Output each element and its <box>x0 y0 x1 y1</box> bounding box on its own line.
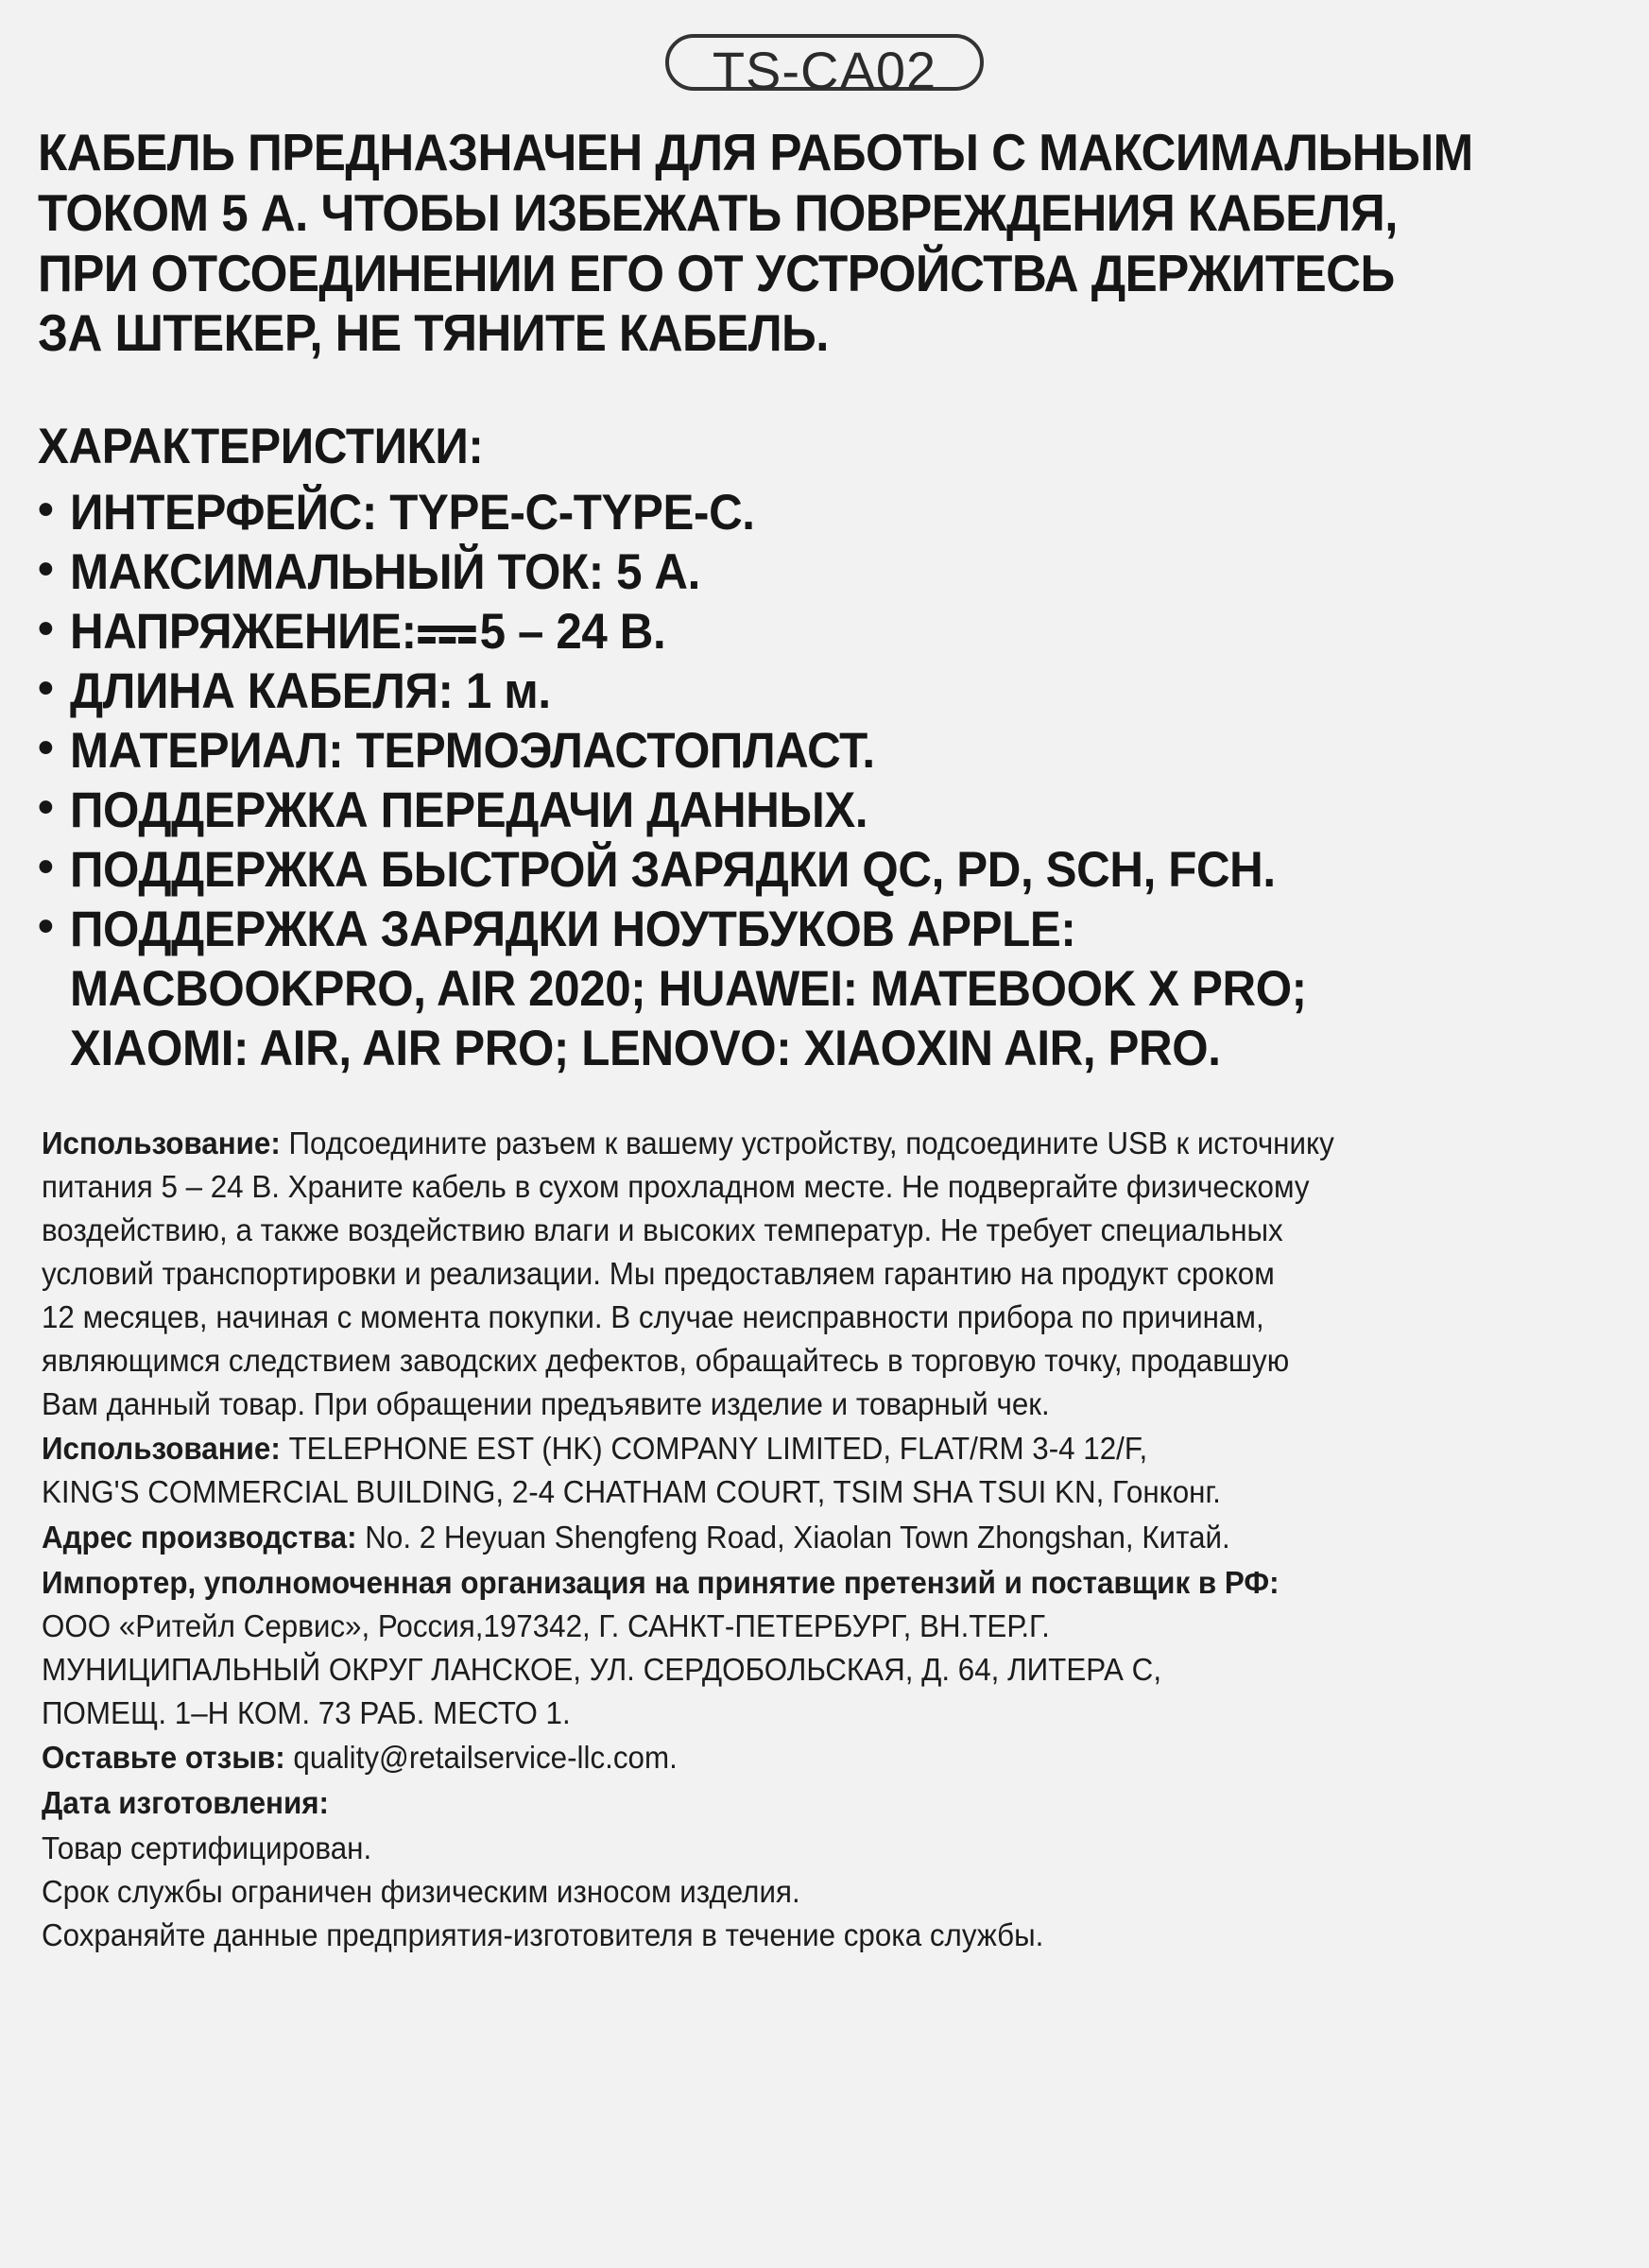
manufacturer-text: TELEPHONE EST (HK) COMPANY LIMITED, FLAT/RM 3-4 12/F, <box>288 1431 1148 1467</box>
usage-text-line: питания 5 – 24 В. Храните кабель в сухом прохладном месте. Не подвергайте физическому <box>42 1169 1310 1205</box>
usage-text-line: воздействию, а также воздействию влаги и высоких температур. Не требует специальных <box>42 1212 1283 1248</box>
bullet-icon: • <box>38 782 54 833</box>
spec-item-label: МАТЕРИАЛ: ТЕРМОЭЛАСТОПЛАСТ. <box>70 723 875 780</box>
closing-line: Сохраняйте данные предприятия-изготовителя в течение срока службы. <box>42 1916 1044 1952</box>
usage-text-line: являющимся следствием заводских дефектов, обращайтесь в торговую точку, продавшую <box>42 1342 1290 1378</box>
warning-line: КАБЕЛЬ ПРЕДНАЗНАЧЕН ДЛЯ РАБОТЫ С МАКСИМАЛЬНЫМ <box>38 123 1473 181</box>
closing-paragraph <box>42 1827 1538 1957</box>
feedback-email[interactable]: quality@retailservice-llc.com. <box>293 1740 678 1776</box>
bullet-icon: • <box>38 662 54 713</box>
manufacturer-paragraph <box>42 1427 1538 1514</box>
bullet-icon: • <box>38 842 54 893</box>
spec-item-voltage-text <box>70 602 665 662</box>
feedback-paragraph <box>42 1736 1538 1779</box>
bullet-icon: • <box>38 723 54 774</box>
bullet-icon: • <box>38 902 54 953</box>
manufacture-date-paragraph <box>42 1781 1538 1825</box>
spec-item-data-transfer <box>38 781 1617 840</box>
feedback-label: Оставьте отзыв: <box>42 1740 285 1776</box>
warning-line: ПРИ ОТСОЕДИНЕНИИ ЕГО ОТ УСТРОЙСТВА ДЕРЖИТЕСЬ <box>38 243 1395 302</box>
spec-item-value: 5 – 24 В. <box>479 603 666 660</box>
spec-item-label: ПОДДЕРЖКА ЗАРЯДКИ НОУТБУКОВ APPLE: <box>70 902 1076 958</box>
importer-address-line: ПОМЕЩ. 1–Н КОМ. 73 РАБ. МЕСТО 1. <box>42 1694 571 1730</box>
spec-item-label: НАПРЯЖЕНИЕ: <box>70 603 417 660</box>
usage-first-line <box>42 1122 1538 1165</box>
spec-item-label: МАКСИМАЛЬНЫЙ ТОК: 5 А. <box>70 543 700 600</box>
importer-address-line: МУНИЦИПАЛЬНЫЙ ОКРУГ ЛАНСКОЕ, УЛ. СЕРДОБОЛЬСКАЯ, Д. 64, ЛИТЕРА С, <box>42 1651 1162 1687</box>
closing-line: Товар сертифицирован. <box>42 1830 372 1866</box>
spec-item-material <box>38 721 1617 781</box>
bullet-icon: • <box>38 543 54 594</box>
production-address-paragraph <box>42 1516 1538 1559</box>
specifications-heading: ХАРАКТЕРИСТИКИ: <box>38 419 484 475</box>
bullet-icon: • <box>38 603 54 654</box>
usage-text-line: 12 месяцев, начиная с момента покупки. В случае неисправности прибора по причинам, <box>42 1298 1264 1334</box>
spec-item-interface <box>38 483 1617 542</box>
spec-item-cable-length <box>38 662 1617 721</box>
production-address-line <box>42 1516 1538 1559</box>
spec-item-laptop-models-line: XIAOMI: AIR, AIR PRO; LENOVO: XIAOXIN AIR, PRO. <box>70 1021 1221 1077</box>
production-address-label: Адрес производства: <box>42 1520 357 1555</box>
spec-item-label: ПОДДЕРЖКА БЫСТРОЙ ЗАРЯДКИ QC, PD, SCH, FCH. <box>70 842 1276 899</box>
manufacturer-first-line <box>42 1427 1538 1470</box>
warning-block <box>38 123 1617 364</box>
dc-voltage-icon <box>419 617 476 652</box>
usage-text: Подсоедините разъем к вашему устройству, подсоедините USB к источнику <box>288 1125 1334 1161</box>
fineprint-block <box>42 1122 1617 1956</box>
spec-item-laptop-models-line: MACBOOKPRO, AIR 2020; HUAWEI: MATEBOOK X PRO; <box>70 961 1307 1018</box>
closing-line: Срок службы ограничен физическим износом изделия. <box>42 1874 800 1910</box>
warning-line: ТОКОМ 5 А. ЧТОБЫ ИЗБЕЖАТЬ ПОВРЕЖДЕНИЯ КАБЕЛЯ, <box>38 182 1398 242</box>
specifications-block <box>38 417 1617 1078</box>
model-badge-row <box>32 0 1617 100</box>
importer-label: Импортер, уполномоченная организация на принятие претензий и поставщик в РФ: <box>42 1565 1280 1600</box>
importer-address-line: ООО «Ритейл Сервис», Россия,197342, Г. САНКТ-ПЕТЕРБУРГ, ВН.ТЕР.Г. <box>42 1607 1050 1643</box>
feedback-line <box>42 1736 1538 1779</box>
manufacturer-text-line: KING'S COMMERCIAL BUILDING, 2-4 CHATHAM COURT, TSIM SHA TSUI KN, Гонконг. <box>42 1474 1221 1510</box>
spec-item-voltage <box>38 602 1617 662</box>
manufacturer-label: Использование: <box>42 1431 281 1467</box>
manufacture-date-label: Дата изготовления: <box>42 1785 329 1821</box>
model-badge: TS-CA02 <box>665 34 984 91</box>
usage-label: Использование: <box>42 1125 281 1161</box>
usage-text-line: условий транспортировки и реализации. Мы предоставляем гарантию на продукт сроком <box>42 1255 1275 1291</box>
bullet-icon: • <box>38 484 54 535</box>
importer-paragraph <box>42 1561 1538 1734</box>
spec-item-label: ПОДДЕРЖКА ПЕРЕДАЧИ ДАННЫХ. <box>70 782 868 839</box>
spec-item-fast-charging <box>38 840 1617 900</box>
usage-text-line: Вам данный товар. При обращении предъявите изделие и товарный чек. <box>42 1385 1050 1421</box>
warning-line: ЗА ШТЕКЕР, НЕ ТЯНИТЕ КАБЕЛЬ. <box>38 303 829 363</box>
spec-item-laptop-charging <box>38 900 1617 959</box>
usage-paragraph <box>42 1122 1538 1425</box>
spec-item-label: ИНТЕРФЕЙС: TYPE-C-TYPE-C. <box>70 484 755 541</box>
spec-item-label: ДЛИНА КАБЕЛЯ: 1 м. <box>70 662 551 719</box>
production-address-value: No. 2 Heyuan Shengfeng Road, Xiaolan Town Zhongshan, Китай. <box>365 1520 1230 1555</box>
spec-item-max-current <box>38 542 1617 602</box>
